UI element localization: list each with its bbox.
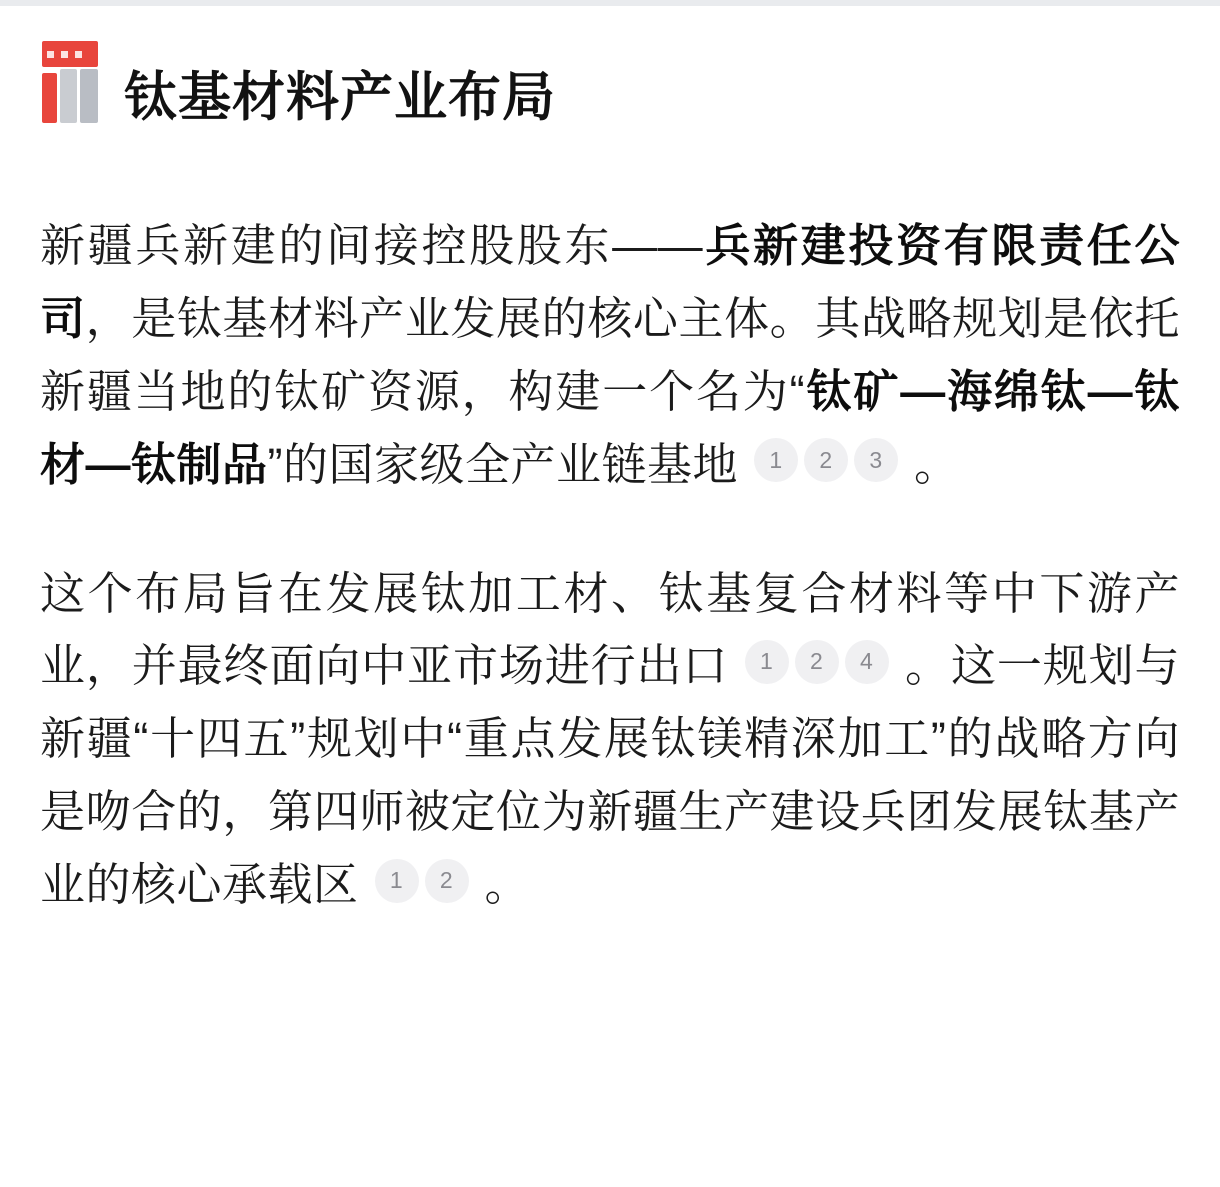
- article-body: [40, 170, 1180, 922]
- page-title-row: [40, 6, 1180, 170]
- citation-chip[interactable]: 1: [375, 859, 419, 903]
- body-text: ”的国家级全产业链基地: [267, 438, 752, 490]
- citation-chip[interactable]: 2: [795, 640, 839, 684]
- article-page: [0, 6, 1220, 922]
- body-text: 。: [471, 859, 531, 911]
- body-text: 。: [901, 438, 960, 490]
- body-text: 新疆兵新建的间接控股股东——: [40, 219, 704, 271]
- page-title: 钛基材料产业布局: [124, 67, 556, 127]
- citation-chip[interactable]: 2: [804, 438, 848, 482]
- emphasis-text: 钛矿—海绵钛—钛材—钛制品: [40, 365, 1180, 490]
- citation-chip[interactable]: 2: [425, 859, 469, 903]
- citation-chip[interactable]: 1: [754, 438, 798, 482]
- paragraph-2: [40, 558, 1180, 922]
- body-text: 。这一规划与新疆“十四五”规划中“重点发展钛镁精深加工”的战略方向是吻合的，第四师被定位为新疆生产建设兵团发展钛基产业的核心承载区: [40, 640, 1180, 911]
- citation-chip[interactable]: 4: [845, 640, 889, 684]
- factory-icon: [40, 67, 102, 129]
- paragraph-1: [40, 210, 1180, 502]
- body-text: 这个布局旨在发展钛加工材、钛基复合材料等中下游产业，并最终面向中亚市场进行出口: [40, 567, 1180, 692]
- body-text: ，是钛基材料产业发展的核心主体。其战略规划是依托新疆当地的钛矿资源，构建一个名为“: [40, 292, 1180, 417]
- citation-chip[interactable]: 1: [745, 640, 789, 684]
- citation-chip[interactable]: 3: [854, 438, 898, 482]
- emphasis-text: 兵新建投资有限责任公司: [40, 219, 1180, 344]
